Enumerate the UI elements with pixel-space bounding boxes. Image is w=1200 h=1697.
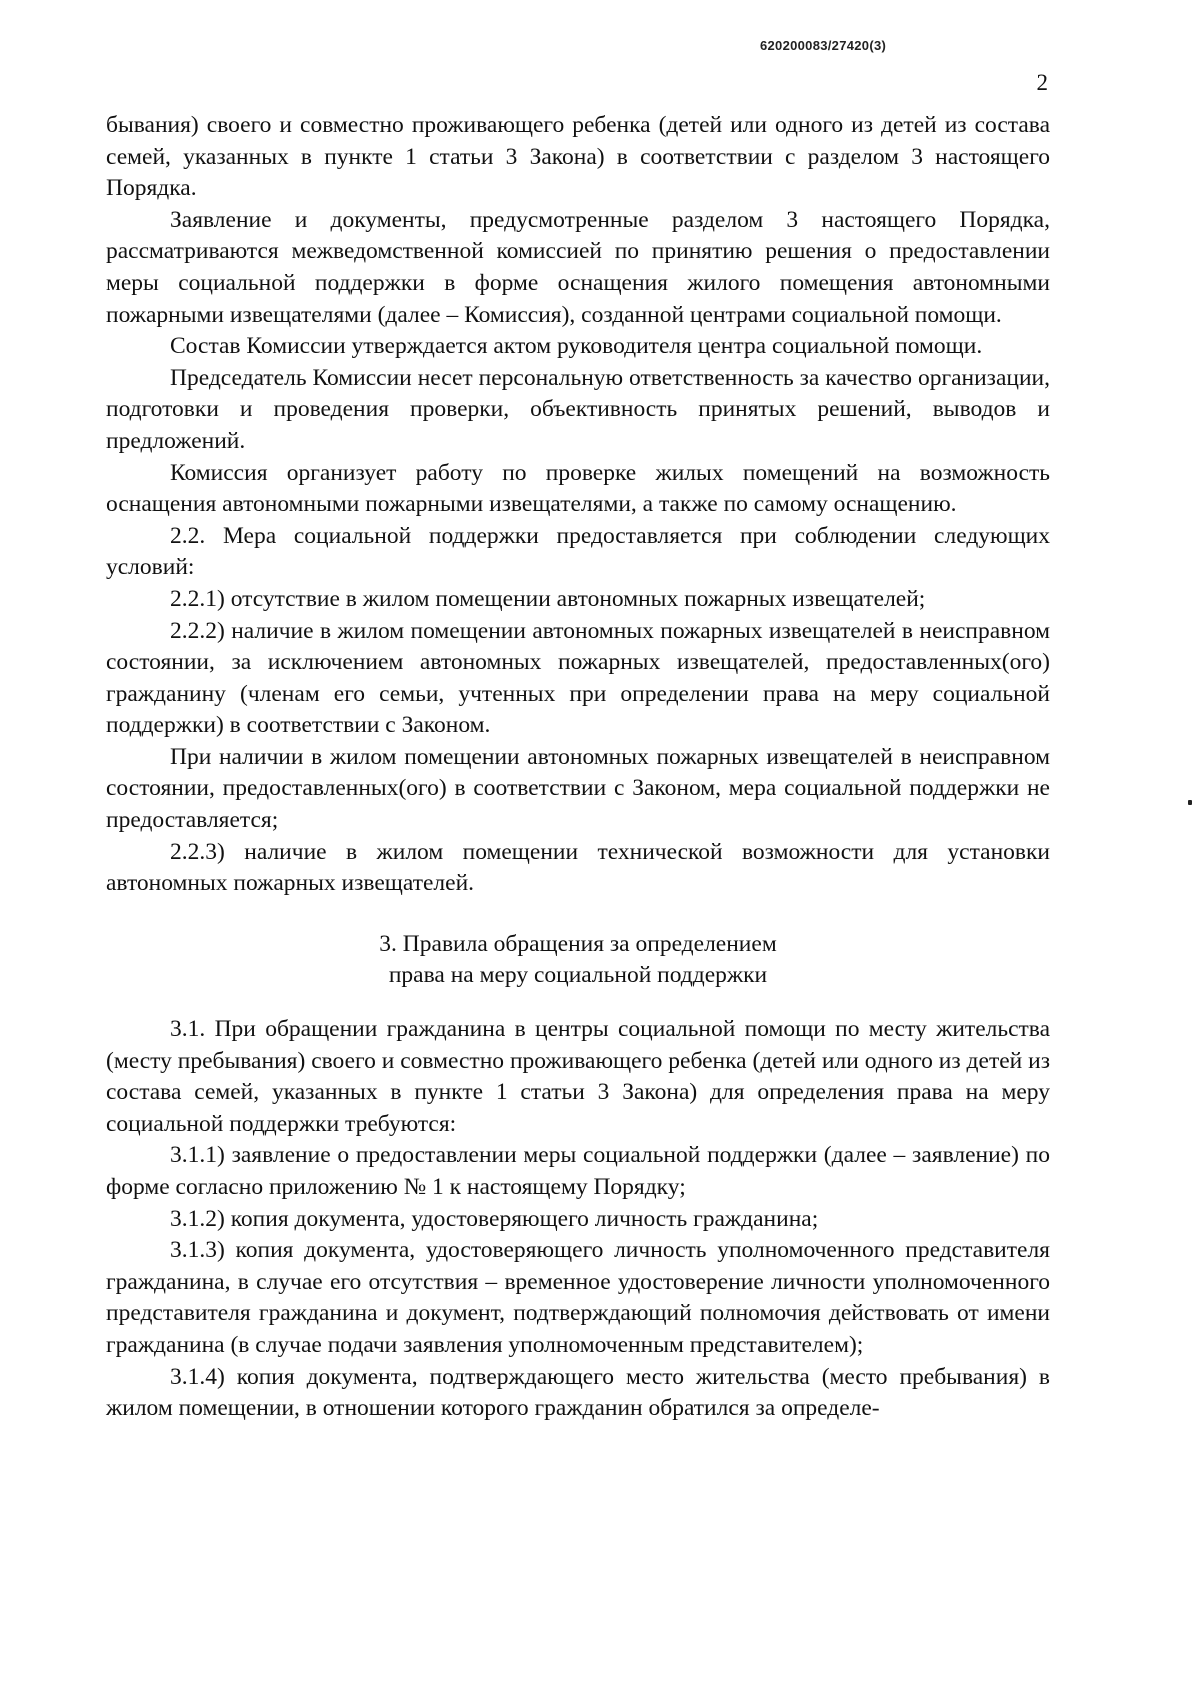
paragraph: 3.1.4) копия документа, подтверждающего место жительства (место пребывания) в жилом помещении, в отношении которого гражданин обратился за определе- — [106, 1363, 1050, 1422]
paragraph: 2.2.2) наличие в жилом помещении автономных пожарных извещателей в неисправном состоянии, за исключением автономных пожарных извещателей, предоставленных(ого) гражданину (членам его семьи, учтенных при определении права на меру социальной поддержки) в соответствии с Законом. — [106, 617, 1050, 739]
paragraph: 3.1. При обращении гражданина в центры социальной помощи по месту жительства (месту пребывания) своего и совместно проживающего ребенка (детей или одного из детей из состава семей, указанных в пункте 1 статьи 3 Закона) для определения права на меру социальной поддержки требуются: — [106, 1016, 1050, 1137]
section-heading-line: 3. Правила обращения за определением — [379, 930, 777, 957]
scan-edge-mark — [1188, 800, 1192, 805]
paragraph: бывания) своего и совместно проживающего ребенка (детей или одного из детей из состава семей, указанных в пункте 1 статьи 3 Закона) в соответствии с разделом 3 настоящего Порядка. — [106, 112, 1050, 202]
paragraph: 2.2.3) наличие в жилом помещении технической возможности для установки автономных пожарных извещателей. — [106, 838, 1050, 897]
paragraph: 2.2. Мера социальной поддержки предоставляется при соблюдении следующих условий: — [106, 522, 1050, 581]
document-body — [106, 110, 1050, 1425]
paragraph: Заявление и документы, предусмотренные разделом 3 настоящего Порядка, рассматриваются межведомственной комиссией по принятию решения о предоставлении меры социальной поддержки в форме оснащения жилого помещения автономными пожарными извещателями (далее – Комиссия), созданной центрами социальной помощи. — [106, 206, 1050, 328]
page-number: 2 — [1036, 70, 1048, 95]
paragraph: Комиссия организует работу по проверке жилых помещений на возможность оснащения автономными пожарными извещателями, а также по самому оснащению. — [106, 459, 1050, 518]
paragraph: 2.2.1) отсутствие в жилом помещении автономных пожарных извещателей; — [170, 585, 926, 612]
paragraph: 3.1.2) копия документа, удостоверяющего личность гражданина; — [170, 1205, 819, 1232]
paragraph: Председатель Комиссии несет персональную ответственность за качество организации, подготовки и проведения проверки, объективность принятых решений, выводов и предложений. — [106, 364, 1050, 454]
paragraph: При наличии в жилом помещении автономных пожарных извещателей в неисправном состоянии, предоставленных(ого) в соответствии с Законом, мера социальной поддержки не предоставляется; — [106, 743, 1050, 834]
section-heading-line: права на меру социальной поддержки — [388, 962, 768, 989]
section-heading — [106, 929, 1050, 992]
paragraph: Состав Комиссии утверждается актом руководителя центра социальной помощи. — [170, 333, 983, 360]
paragraph: 3.1.1) заявление о предоставлении меры социальной поддержки (далее – заявление) по форме согласно приложению № 1 к настоящему Порядку; — [106, 1142, 1050, 1200]
paragraph: 3.1.3) копия документа, удостоверяющего личность уполномоченного представителя гражданина, в случае его отсутствия – временное удостоверение личности уполномоченного представителя гражданина и документ, подтверждающий полномочия действовать от имени гражданина (в случае подачи заявления уполномоченным представителем); — [106, 1237, 1050, 1358]
document-id: 620200083/27420(3) — [760, 38, 887, 53]
